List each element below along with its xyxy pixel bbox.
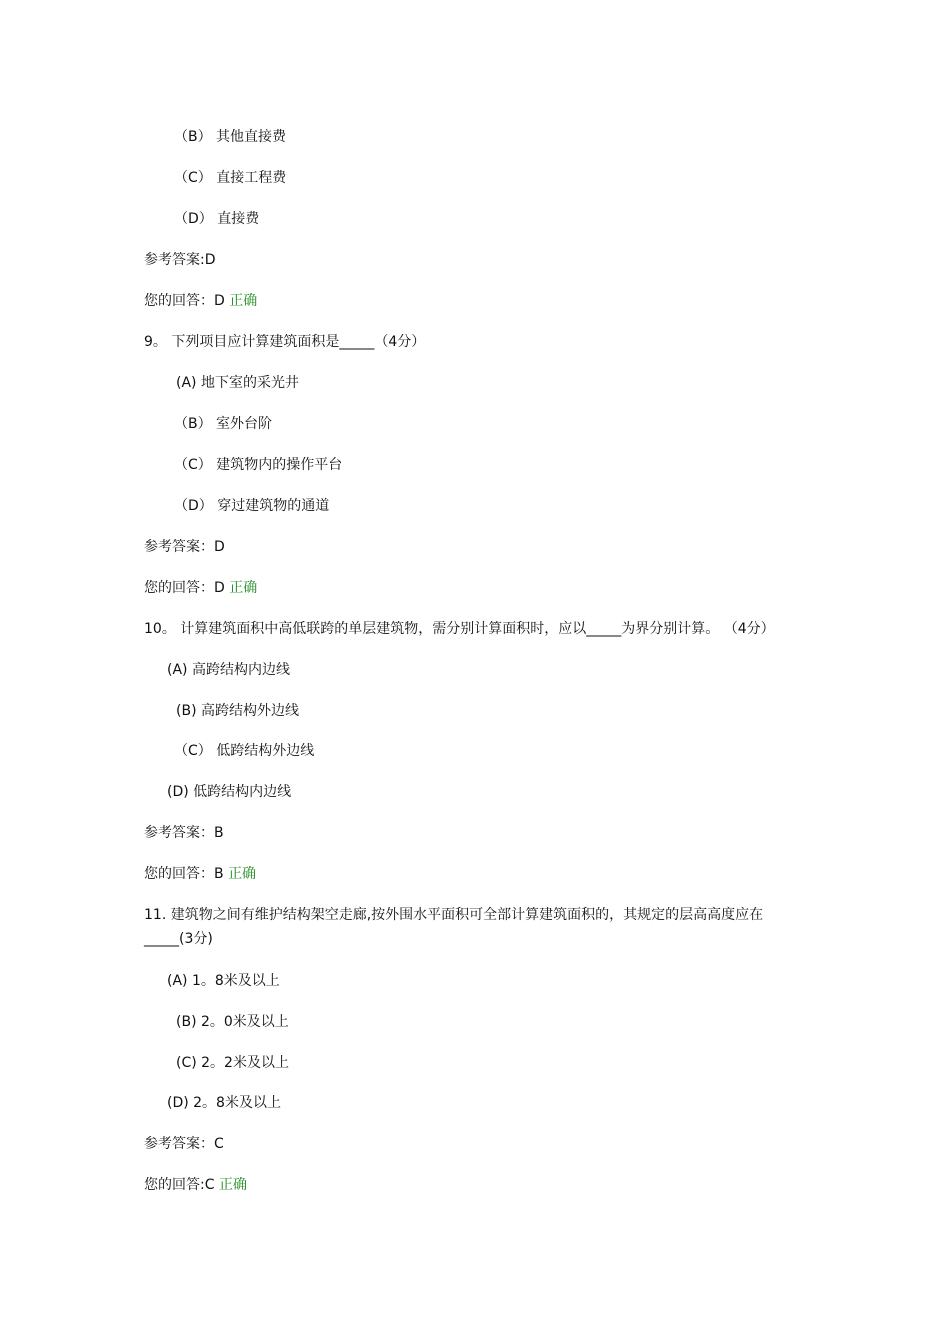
q8-option-b: （B） 其他直接费 [174, 129, 287, 145]
q8-reference-answer: 参考答案:D [144, 252, 216, 268]
q10-your-answer: 您的回答：B [144, 866, 224, 882]
q10-option-b: (B) 高跨结构外边线 [176, 703, 299, 719]
q9-option-a: (A) 地下室的采光井 [176, 375, 299, 391]
q9-option-b: （B） 室外台阶 [174, 416, 273, 432]
q10-option-d: (D) 低跨结构内边线 [167, 784, 292, 800]
q9-option-d: （D） 穿过建筑物的通道 [174, 498, 330, 514]
q9-option-c: （C） 建筑物内的操作平台 [174, 457, 343, 473]
q10-your-answer-line [144, 865, 256, 883]
q10-option-c: （C） 低跨结构外边线 [174, 743, 315, 759]
q10-question: 10。 计算建筑面积中高低联跨的单层建筑物，需分别计算面积时，应以_____为界分别计算。 （4分） [144, 621, 775, 637]
q8-option-c: （C） 直接工程费 [174, 170, 287, 186]
q11-your-answer: 您的回答:C [144, 1177, 215, 1193]
q11-your-answer-line [144, 1176, 247, 1194]
q9-result-correct: 正确 [229, 580, 258, 596]
q11-question: 11. 建筑物之间有维护结构架空走廊,按外围水平面积可全部计算建筑面积的，其规定的层高高度应在_____(3分) [144, 907, 764, 947]
q9-your-answer: 您的回答：D [144, 580, 225, 596]
q8-result-correct: 正确 [229, 293, 258, 309]
q11-reference-answer: 参考答案：C [144, 1136, 224, 1152]
q11-option-c: (C) 2。2米及以上 [176, 1055, 289, 1071]
q11-result-correct: 正确 [218, 1177, 247, 1193]
q10-option-a: (A) 高跨结构内边线 [167, 662, 290, 678]
q10-reference-answer: 参考答案：B [144, 825, 224, 841]
q10-result-correct: 正确 [228, 866, 257, 882]
q8-option-d: （D） 直接费 [174, 211, 260, 227]
q11-option-d: (D) 2。8米及以上 [167, 1095, 281, 1111]
q9-question: 9。 下列项目应计算建筑面积是_____（4分） [144, 334, 426, 350]
q8-your-answer: 您的回答：D [144, 293, 225, 309]
q8-your-answer-line [144, 292, 257, 310]
q11-option-b: (B) 2。0米及以上 [176, 1014, 289, 1030]
q9-your-answer-line [144, 579, 257, 597]
q11-option-a: (A) 1。8米及以上 [167, 973, 280, 989]
q9-reference-answer: 参考答案：D [144, 539, 225, 555]
